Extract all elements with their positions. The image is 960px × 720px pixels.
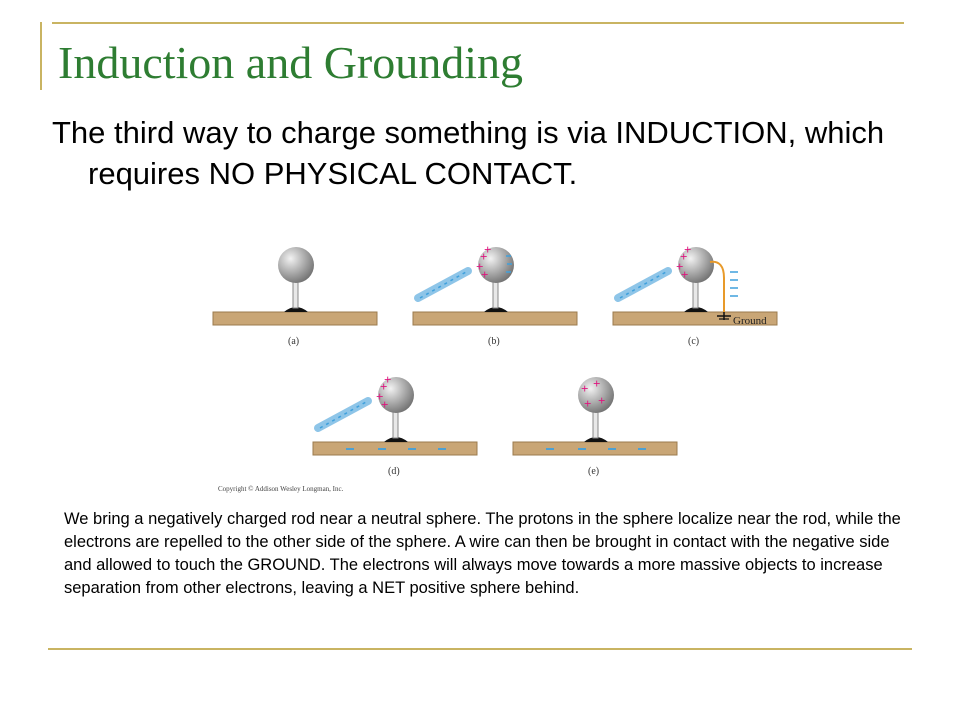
- bottom-rule: [48, 648, 912, 650]
- panel-d: [313, 372, 477, 477]
- panel-a-label: (a): [288, 336, 300, 347]
- svg-text:+: +: [381, 397, 389, 412]
- panel-d-label: (d): [388, 466, 400, 477]
- svg-text:+: +: [681, 267, 689, 282]
- panel-e: [513, 376, 677, 477]
- copyright-text: Copyright © Addison Wesley Longman, Inc.: [218, 485, 344, 493]
- caption-text: We bring a negatively charged rod near a neutral sphere. The protons in the sphere localize near the rod, while the electrons are repelled to the other side of the sphere. A wire can then be brought in contact with the negative side and allowed to touch the GROUND. The electrons will always move towards a more massive objects to increase separation from other electrons, leaving a NET positive sphere behind.: [64, 510, 901, 597]
- svg-text:+: +: [680, 249, 688, 264]
- induction-figure: [200, 238, 800, 500]
- panel-b-label: (b): [488, 336, 500, 347]
- svg-text:+: +: [598, 393, 606, 408]
- ground-label: Ground: [733, 315, 767, 327]
- svg-text:+: +: [481, 267, 489, 282]
- svg-text:+: +: [376, 389, 384, 404]
- svg-text:+: +: [684, 242, 692, 257]
- svg-text:+: +: [380, 379, 388, 394]
- body-text: The third way to charge something is via INDUCTION, which requires NO PHYSICAL CONTACT.: [52, 115, 885, 191]
- panel-b: [413, 242, 577, 347]
- panel-e-label: (e): [588, 466, 600, 477]
- slide-title: Induction and Grounding: [58, 37, 524, 88]
- panel-c-label: (c): [688, 336, 700, 347]
- svg-text:+: +: [476, 259, 484, 274]
- svg-text:+: +: [584, 396, 592, 411]
- svg-text:+: +: [593, 376, 601, 391]
- svg-text:+: +: [480, 249, 488, 264]
- top-rule: [52, 22, 904, 24]
- panel-c: [613, 242, 777, 347]
- panel-a: [213, 247, 377, 347]
- svg-text:+: +: [676, 259, 684, 274]
- svg-text:+: +: [384, 372, 392, 387]
- left-rule: [40, 22, 42, 90]
- svg-text:+: +: [484, 242, 492, 257]
- svg-text:+: +: [581, 381, 589, 396]
